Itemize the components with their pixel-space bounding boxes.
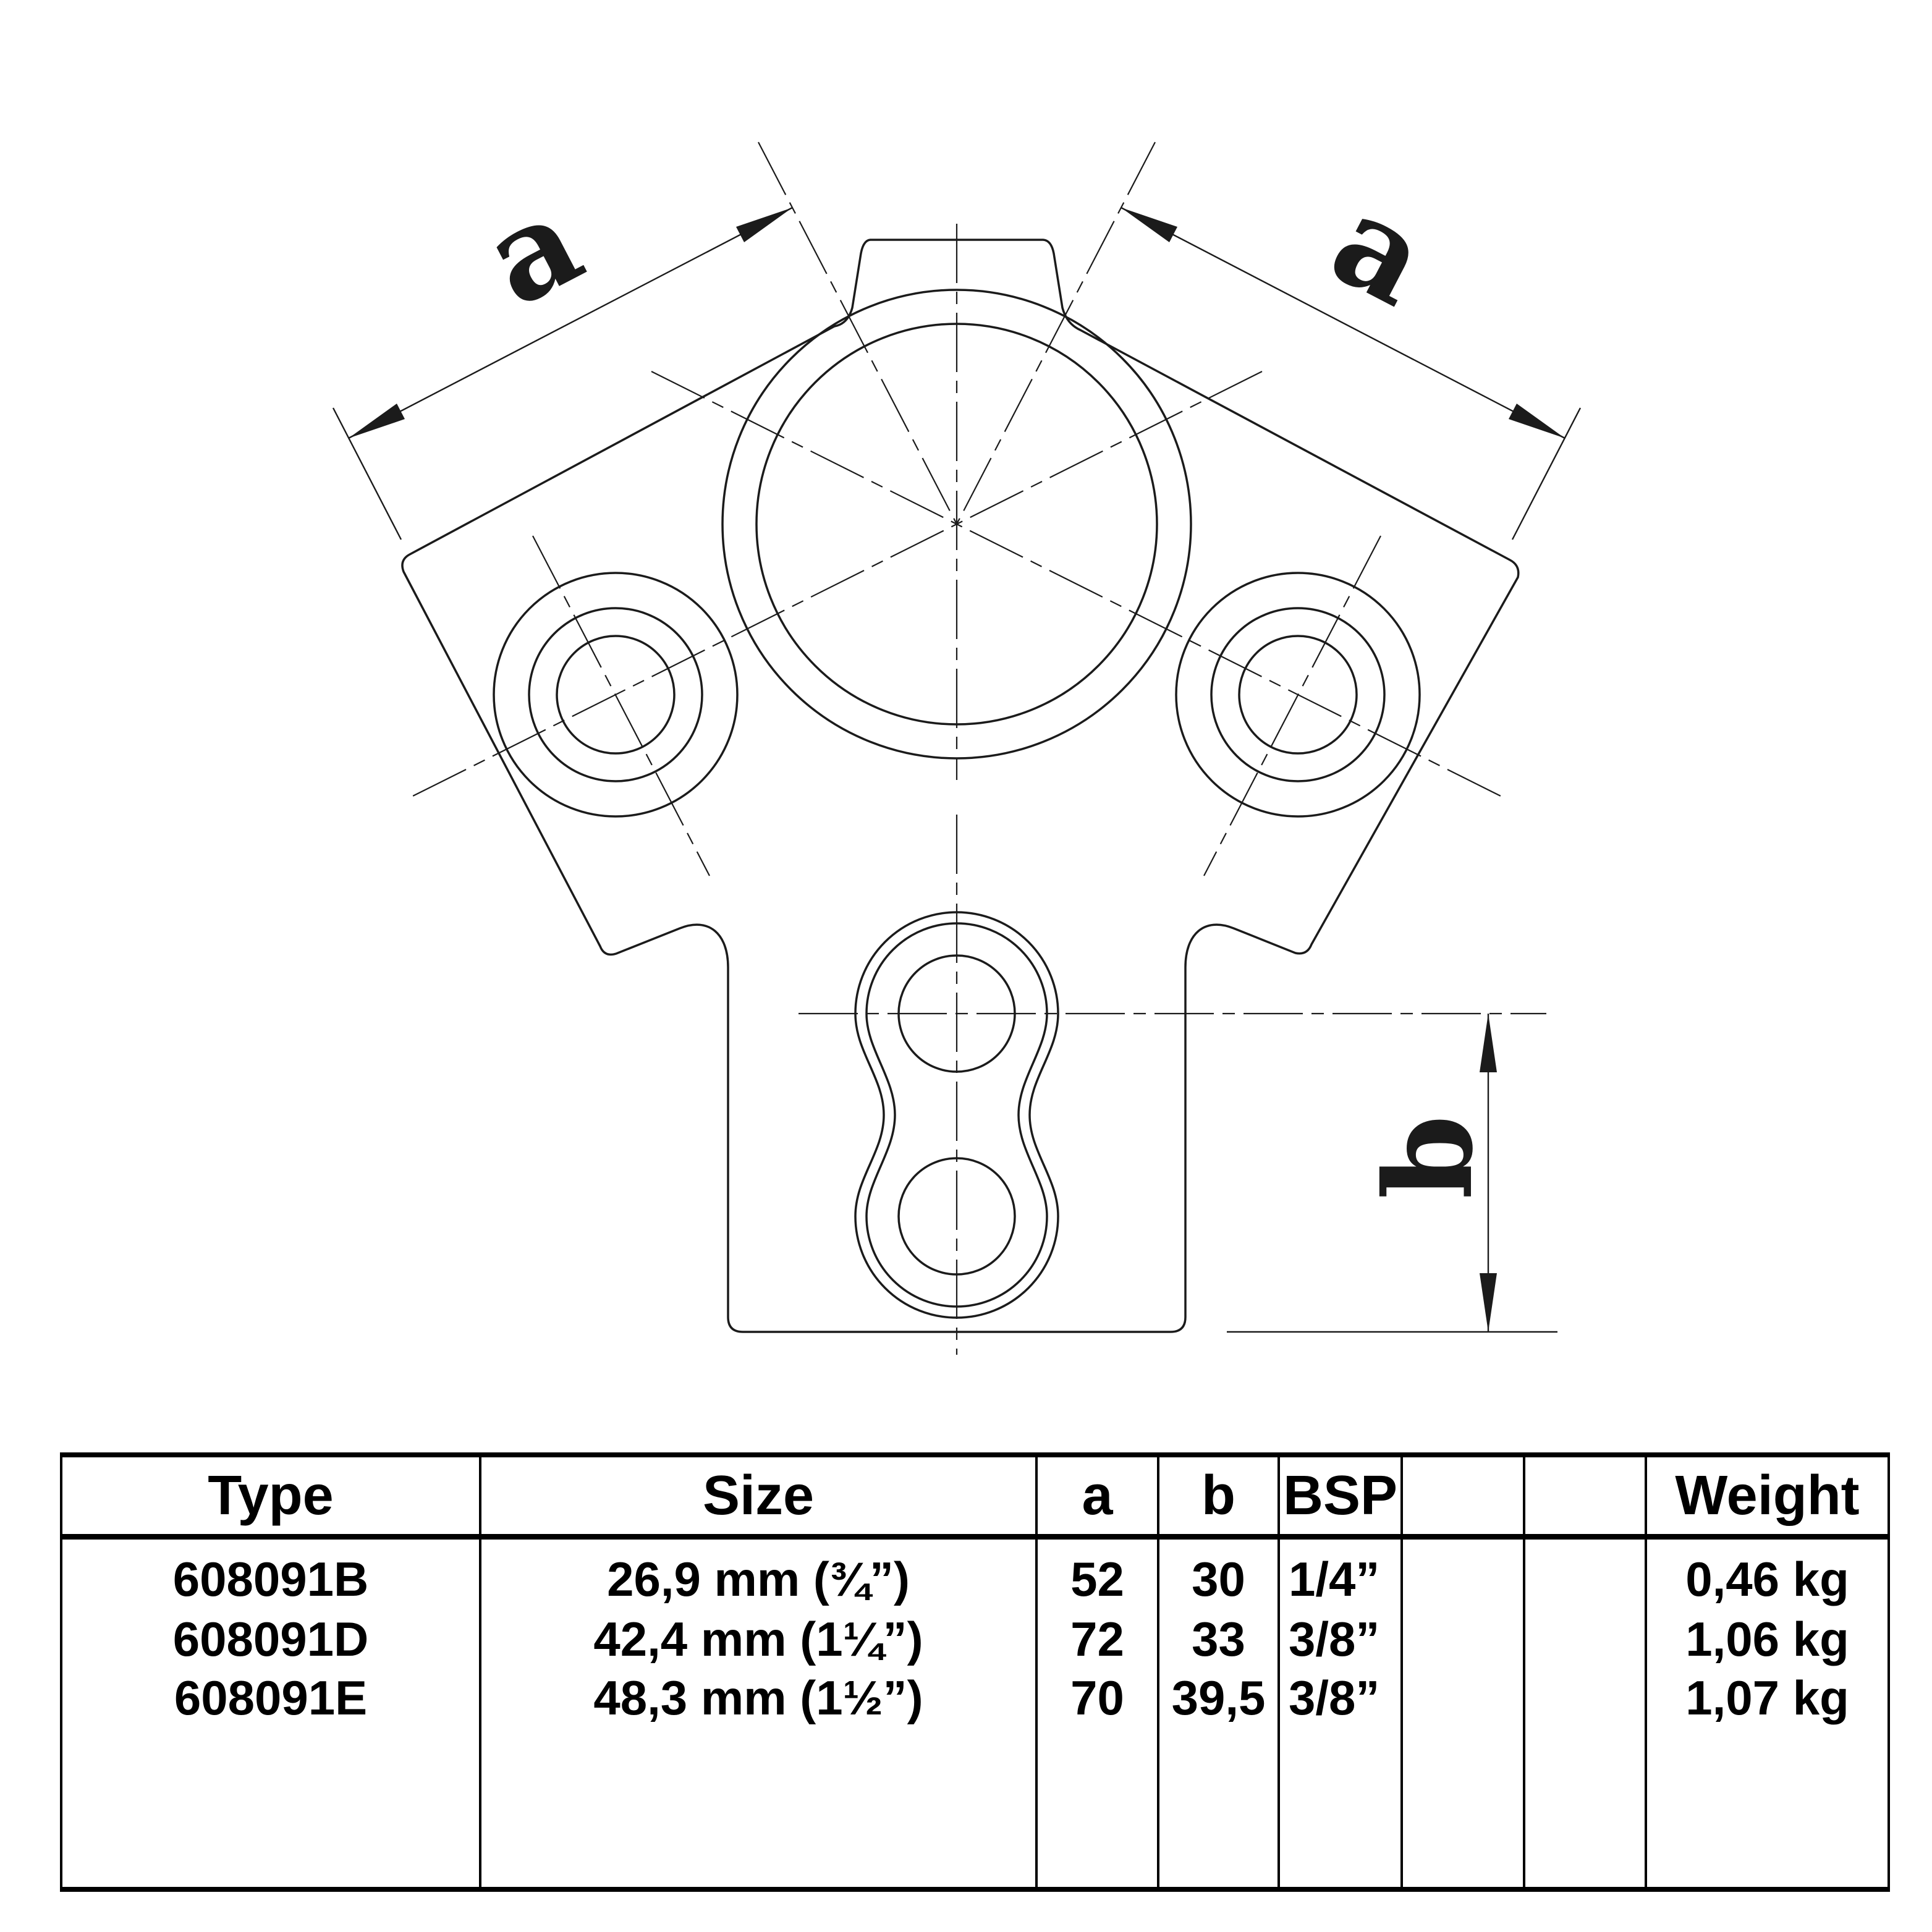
dim-a-right-arrowhead-se <box>1509 404 1565 438</box>
table-row <box>61 1610 1889 1669</box>
header-row <box>61 1455 1889 1537</box>
weight-cell: 1,07 kg <box>1646 1669 1889 1727</box>
empty-cell <box>1524 1727 1646 1889</box>
dim-a-left-arrowhead-sw <box>349 404 405 438</box>
dimension-a-right <box>1121 166 1580 540</box>
bsp-header: BSP <box>1279 1455 1402 1537</box>
empty-header-1 <box>1402 1455 1524 1537</box>
type-cell: 608091B <box>172 1551 369 1606</box>
empty-cell <box>1402 1669 1524 1727</box>
empty-cell <box>1646 1727 1889 1889</box>
empty-cell <box>1402 1537 1524 1611</box>
size-cell: 48,3 mm (1½”) <box>480 1669 1036 1727</box>
left-arm-axis-upper <box>758 142 957 524</box>
dim-b-arrowhead-bottom <box>1480 1273 1497 1332</box>
dimension-b <box>1227 1014 1557 1332</box>
bsp-cell: 3/8” <box>1279 1610 1402 1669</box>
b-cell: 39,5 <box>1158 1669 1279 1727</box>
size-header: Size <box>480 1455 1036 1537</box>
a-header: a <box>1036 1455 1158 1537</box>
dim-a-right-arrowhead-nw <box>1121 208 1177 242</box>
body-outline <box>402 240 1519 1332</box>
type-cell: 608091E <box>174 1671 368 1725</box>
type-cell: 608091D <box>172 1612 369 1666</box>
table-row <box>61 1537 1889 1611</box>
empty-cell <box>1524 1610 1646 1669</box>
empty-cell <box>480 1727 1036 1889</box>
table-row <box>61 1669 1889 1727</box>
bsp-cell: 3/8” <box>1279 1669 1402 1727</box>
empty-cell <box>1402 1610 1524 1669</box>
left-boss-radial-centerline <box>412 371 1262 797</box>
filler-row <box>61 1727 1889 1889</box>
empty-cell <box>61 1727 480 1889</box>
bsp-cell: 1/4” <box>1279 1537 1402 1611</box>
b-cell: 33 <box>1158 1610 1279 1669</box>
size-cell: 42,4 mm (1¼”) <box>480 1610 1036 1669</box>
a-cell: 52 <box>1036 1537 1158 1611</box>
empty-header-2 <box>1524 1455 1646 1537</box>
dim-a-left-arrowhead-ne <box>736 208 792 242</box>
b-cell: 30 <box>1158 1537 1279 1611</box>
empty-cell <box>1279 1727 1402 1889</box>
right-arm-axis-upper <box>957 142 1155 524</box>
weight-cell: 0,46 kg <box>1646 1537 1889 1611</box>
dimension-a-left <box>333 166 792 540</box>
dim-b-arrowhead-top <box>1480 1014 1497 1072</box>
dim-a-left-label: a <box>462 165 604 336</box>
size-cell: 26,9 mm (¾”) <box>480 1537 1036 1611</box>
empty-cell <box>1402 1727 1524 1889</box>
dim-b-label: b <box>1358 1114 1499 1200</box>
a-cell: 72 <box>1036 1610 1158 1669</box>
type-header: Type <box>61 1455 480 1537</box>
b-header: b <box>1158 1455 1279 1537</box>
a-cell: 70 <box>1036 1669 1158 1727</box>
empty-cell <box>1524 1537 1646 1611</box>
empty-cell <box>1036 1727 1158 1889</box>
dim-a-right-label: a <box>1310 165 1452 336</box>
weight-cell: 1,06 kg <box>1646 1610 1889 1669</box>
right-boss-radial-centerline <box>651 371 1502 797</box>
empty-cell <box>1524 1669 1646 1727</box>
spec-table-header <box>61 1455 1889 1537</box>
empty-cell <box>1158 1727 1279 1889</box>
weight-header: Weight <box>1646 1455 1889 1537</box>
spec-table <box>60 1452 1890 1892</box>
